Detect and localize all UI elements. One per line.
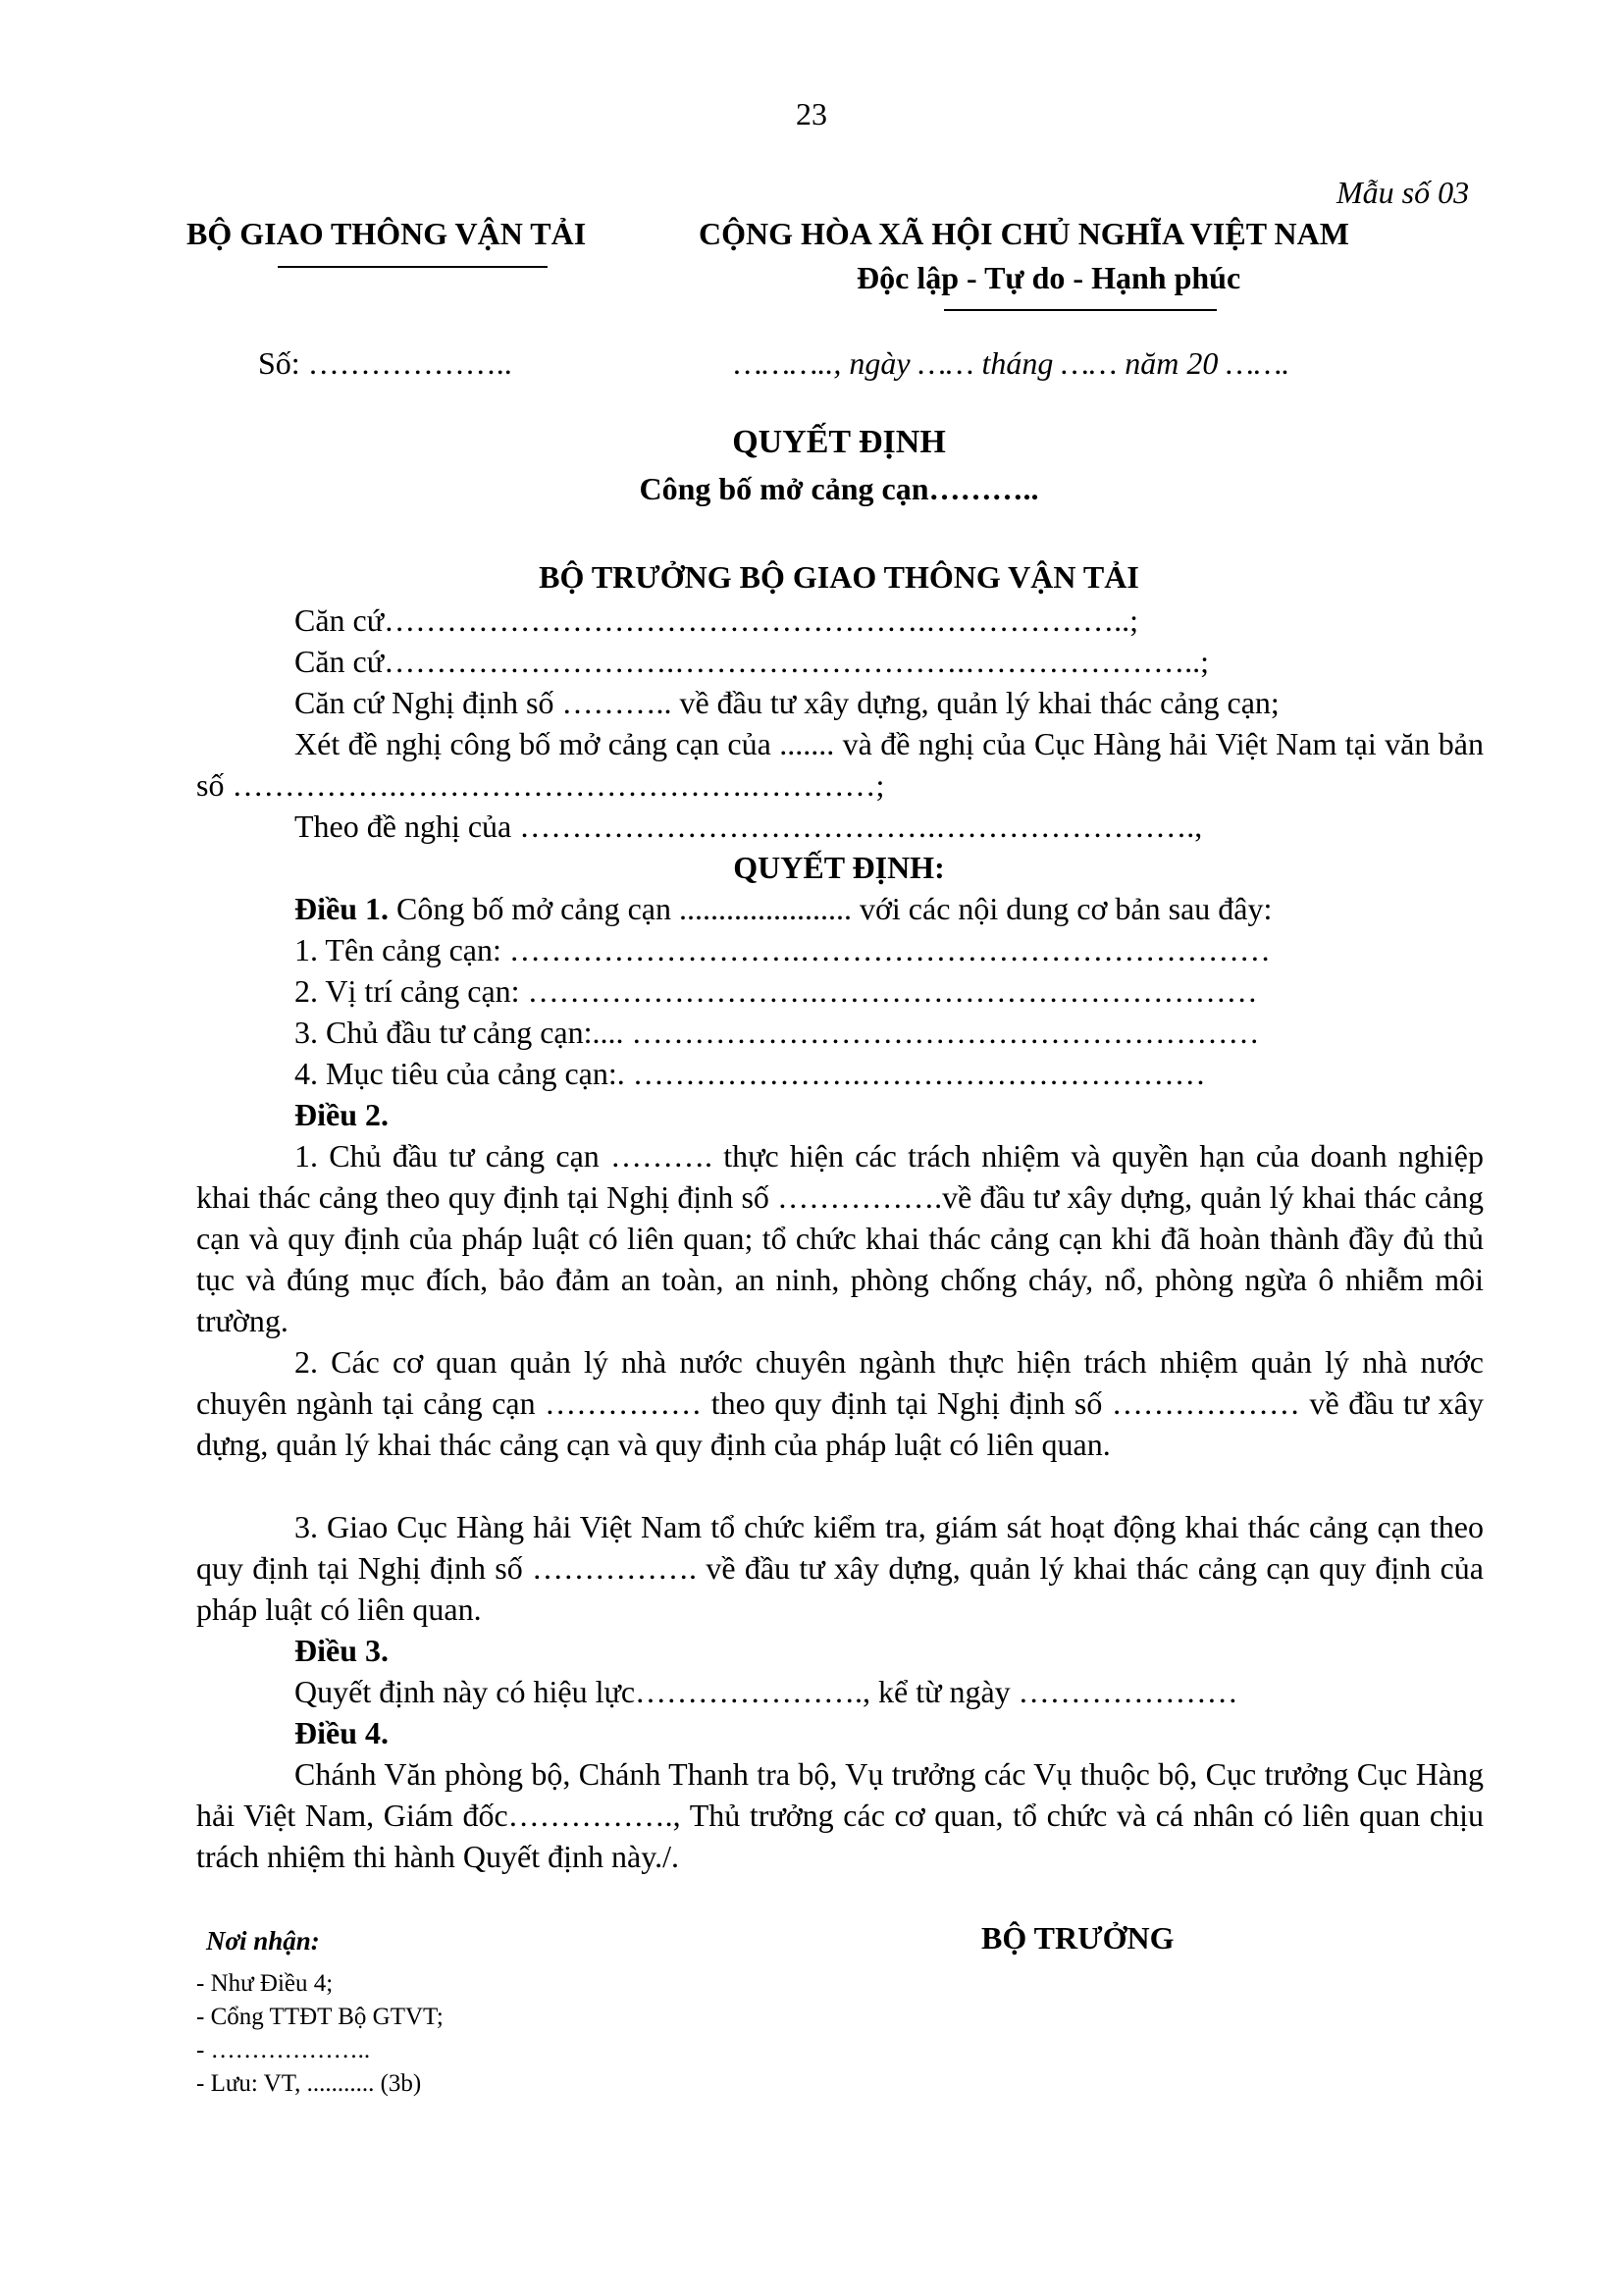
article-4-text: Chánh Văn phòng bộ, Chánh Thanh tra bộ, Vụ trưởng các Vụ thuộc bộ, Cục trưởng Cục Hàng hải Việt Nam, Giám đốc……………., Thủ trưởng các cơ quan, tổ chức và cá nhân có liên quan chịu trách nhiệm thi hành Quyết định này./.: [196, 1756, 1484, 1874]
country-name: CỘNG HÒA XÃ HỘI CHỦ NGHĨA VIỆT NAM: [699, 216, 1349, 251]
article-1-label: Điều 1.: [294, 891, 389, 926]
article-4-label: Điều 4.: [294, 1715, 389, 1750]
signer-title: BỘ TRƯỞNG: [981, 1920, 1175, 1956]
recipient-item-2: - Cổng TTĐT Bộ GTVT;: [196, 2004, 444, 2030]
preamble-line-4: Xét đề nghị công bố mở cảng cạn của ....... và đề nghị của Cục Hàng hải Việt Nam tại văn bản số …………….…………………………….…………;: [196, 726, 1484, 803]
motto-underline: [944, 309, 1217, 311]
recipient-item-3: - ………………..: [196, 2037, 371, 2063]
article-1: [294, 888, 1272, 929]
article-1-item-2: 2. Vị trí cảng cạn: ……………………….……………………………………: [294, 973, 1258, 1009]
motto: Độc lập - Tự do - Hạnh phúc: [857, 260, 1241, 295]
article-1-item-1: 1. Tên cảng cạn: ……………………….………………………………………: [294, 932, 1271, 967]
date-line: ……….., ngày …… tháng …… năm 20 …….: [734, 345, 1290, 381]
ministry-underline: [278, 266, 548, 268]
recipient-item-4: - Lưu: VT, ........... (3b): [196, 2070, 422, 2097]
article-1-item-3: 3. Chủ đầu tư cảng cạn:.... ……………………………………………………: [294, 1015, 1260, 1050]
article-2-item-2: 2. Các cơ quan quản lý nhà nước chuyên ngành thực hiện trách nhiệm quản lý nhà nước chuyên ngành tại cảng cạn …………… theo quy định tại Nghị định số ……………… về đầu tư xây dựng, quản lý khai thác cảng cạn và quy định của pháp luật có liên quan.: [196, 1344, 1484, 1462]
article-3-text: Quyết định này có hiệu lực…………………., kể từ ngày …………………: [294, 1674, 1238, 1709]
article-2-item-3: 3. Giao Cục Hàng hải Việt Nam tổ chức kiểm tra, giám sát hoạt động khai thác cảng cạn theo quy định tại Nghị định số ……………. về đầu tư xây dựng, quản lý khai thác cảng cạn quy định của pháp luật có liên quan.: [196, 1509, 1484, 1627]
article-1-item-4: 4. Mục tiêu của cảng cạn:. ………………….……………………………: [294, 1056, 1206, 1091]
preamble-line-3: Căn cứ Nghị định số ……….. về đầu tư xây dựng, quản lý khai thác cảng cạn;: [294, 685, 1280, 720]
page-number: 23: [796, 96, 827, 131]
recipient-item-1: - Như Điều 4;: [196, 1970, 334, 1997]
preamble-line-2: Căn cứ……………………….……………………….…………………..;: [294, 644, 1209, 679]
article-3-label: Điều 3.: [294, 1633, 389, 1668]
article-2-label: Điều 2.: [294, 1097, 389, 1132]
issuing-authority: BỘ TRƯỞNG BỘ GIAO THÔNG VẬN TẢI: [539, 559, 1139, 595]
article-1-text: Công bố mở cảng cạn ...................... với các nội dung cơ bản sau đây:: [389, 891, 1273, 926]
document-number: Số: ………………..: [258, 345, 512, 381]
preamble-line-5: Theo đề nghị của ………………………………….…………………….,: [294, 808, 1203, 844]
recipients-label: Nơi nhận:: [206, 1926, 320, 1956]
document-subtitle: Công bố mở cảng cạn………..: [639, 471, 1039, 506]
document-title: QUYẾT ĐỊNH: [732, 424, 946, 460]
ministry-name: BỘ GIAO THÔNG VẬN TẢI: [186, 216, 587, 251]
form-label: Mẫu số 03: [1336, 175, 1470, 210]
decide-heading: QUYẾT ĐỊNH:: [733, 850, 945, 885]
preamble-line-1: Căn cứ…………………………………………….………………..;: [294, 602, 1138, 638]
article-2-item-1: 1. Chủ đầu tư cảng cạn ………. thực hiện các trách nhiệm và quyền hạn của doanh nghiệp khai thác cảng theo quy định tại Nghị định số …………….về đầu tư xây dựng, quản lý khai thác cảng cạn và quy định của pháp luật có liên quan; tổ chức khai thác cảng cạn khi đã hoàn thành đầy đủ thủ tục và đúng mục đích, bảo đảm an toàn, an ninh, phòng chống cháy, nổ, phòng ngừa ô nhiễm môi trường.: [196, 1138, 1484, 1338]
